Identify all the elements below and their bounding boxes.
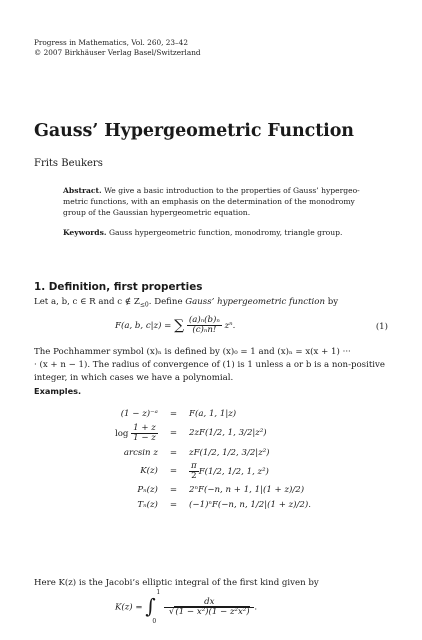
definition-line [34, 296, 338, 312]
abstract-line-1: We give a basic introduction to the properties of Gauss’ hypergeo- [104, 186, 360, 195]
equals-sign: = [169, 484, 178, 495]
k-numerator: dx [164, 598, 254, 608]
keywords-label: Keywords. [63, 228, 107, 237]
examples-table [115, 406, 311, 512]
example-lhs: Pₙ(z) [137, 484, 158, 495]
equation-number: (1) [375, 322, 388, 332]
copyright-line: © 2007 Birkhäuser Verlag Basel/Switzerland [34, 48, 201, 57]
example-rhs [183, 460, 311, 482]
abstract-block [63, 186, 360, 218]
summation-symbol: ∑ [174, 317, 185, 334]
equals-sign: = [169, 447, 178, 458]
section-heading: 1. Definition, first properties [34, 281, 203, 293]
equals-sign: = [169, 499, 178, 510]
eq1-fraction [187, 316, 222, 335]
example-row [115, 421, 311, 445]
def-text-c: by [324, 297, 339, 307]
eq1-numerator: (a)ₙ(b)ₙ [188, 315, 220, 325]
example-rhs: zF(1/2, 1/2, 3/2|z²) [189, 447, 270, 458]
log-fraction [131, 424, 158, 443]
keywords-line [63, 228, 342, 239]
abstract-label: Abstract. [63, 186, 102, 195]
k-rhs: F(1/2, 1/2, 1, z²) [198, 466, 269, 477]
pochhammer-line-3: integer, in which cases we have a polynomial. [34, 373, 234, 383]
pi-denominator: 2 [191, 470, 197, 481]
example-lhs [115, 421, 164, 445]
integral-sign [145, 589, 161, 625]
log-label: log [115, 428, 129, 439]
pi-fraction [189, 462, 199, 481]
example-rhs: (−1)ⁿF(−n, n, 1/2|(1 + z)/2). [189, 499, 311, 510]
paper-title: Gauss’ Hypergeometric Function [34, 121, 354, 141]
eq1-denominator: (c)ₙn! [192, 325, 217, 335]
author-name: Frits Beukers [34, 158, 103, 169]
k-tail: . [254, 602, 258, 613]
def-emphasis: Gauss’ hypergeometric function [185, 297, 325, 307]
def-text-a: Let a, b, c ∈ R and c ∉ Z [34, 297, 140, 307]
integral-lower: 0 [152, 618, 157, 625]
integral-symbol: ∫ [145, 594, 156, 618]
k-lhs: K(z) = [115, 602, 143, 613]
elliptic-integral-equation [115, 589, 258, 625]
k-denominator: √(1 − x²)(1 − z²x²) [168, 606, 250, 617]
example-row [115, 445, 311, 460]
k-radicand: (1 − x²)(1 − z²x²) [175, 606, 250, 617]
example-row [115, 460, 311, 482]
example-lhs: K(z) [140, 466, 158, 476]
log-denominator: 1 − z [133, 432, 156, 443]
abstract-line-3: group of the Gaussian hypergeometric equation. [63, 207, 251, 217]
example-rhs: 2ⁿF(−n, n + 1, 1|(1 + z)/2) [189, 484, 305, 495]
eq1-lhs: F(a, b, c|z) = [115, 321, 172, 331]
example-row [115, 406, 311, 421]
def-subscript: ≤0 [139, 301, 149, 309]
def-text-b: . Define [148, 297, 186, 307]
journal-header-line1: Progress in Mathematics, Vol. 260, 23–42 [34, 38, 188, 47]
eq1-tail: zⁿ. [224, 321, 236, 331]
abstract-line-2: metric functions, with an emphasis on the determination of the monodromy [63, 196, 355, 206]
equals-sign: = [169, 466, 178, 476]
keywords-text: Gauss hypergeometric function, monodromy, triangle group. [108, 228, 343, 237]
pi-numerator: π [191, 460, 197, 471]
pochhammer-line-2: · (x + n − 1). The radius of convergence of (1) is 1 unless a or b is a non-positive [34, 360, 385, 370]
equals-sign: = [169, 408, 178, 419]
log-numerator: 1 + z [133, 422, 156, 433]
example-rhs: F(a, 1, 1|z) [189, 408, 237, 419]
pochhammer-line-1: The Pochhammer symbol (x)ₙ is defined by (x)₀ = 1 and (x)ₙ = x(x + 1) ··· [34, 347, 351, 357]
example-row [115, 497, 311, 512]
example-lhs: (1 − z)⁻ᵃ [120, 408, 158, 419]
integral-upper: 1 [156, 589, 161, 596]
example-rhs: 2zF(1/2, 1, 3/2|z²) [189, 428, 267, 438]
examples-label: Examples. [34, 386, 82, 396]
k-fraction [164, 598, 254, 617]
elliptic-integral-line: Here K(z) is the Jacobi’s elliptic integral of the first kind given by [34, 578, 319, 588]
example-lhs: Tₙ(z) [137, 499, 158, 510]
example-row [115, 482, 311, 497]
example-lhs: arcsin z [123, 447, 158, 458]
equation-1 [115, 316, 235, 335]
equals-sign: = [169, 428, 178, 438]
